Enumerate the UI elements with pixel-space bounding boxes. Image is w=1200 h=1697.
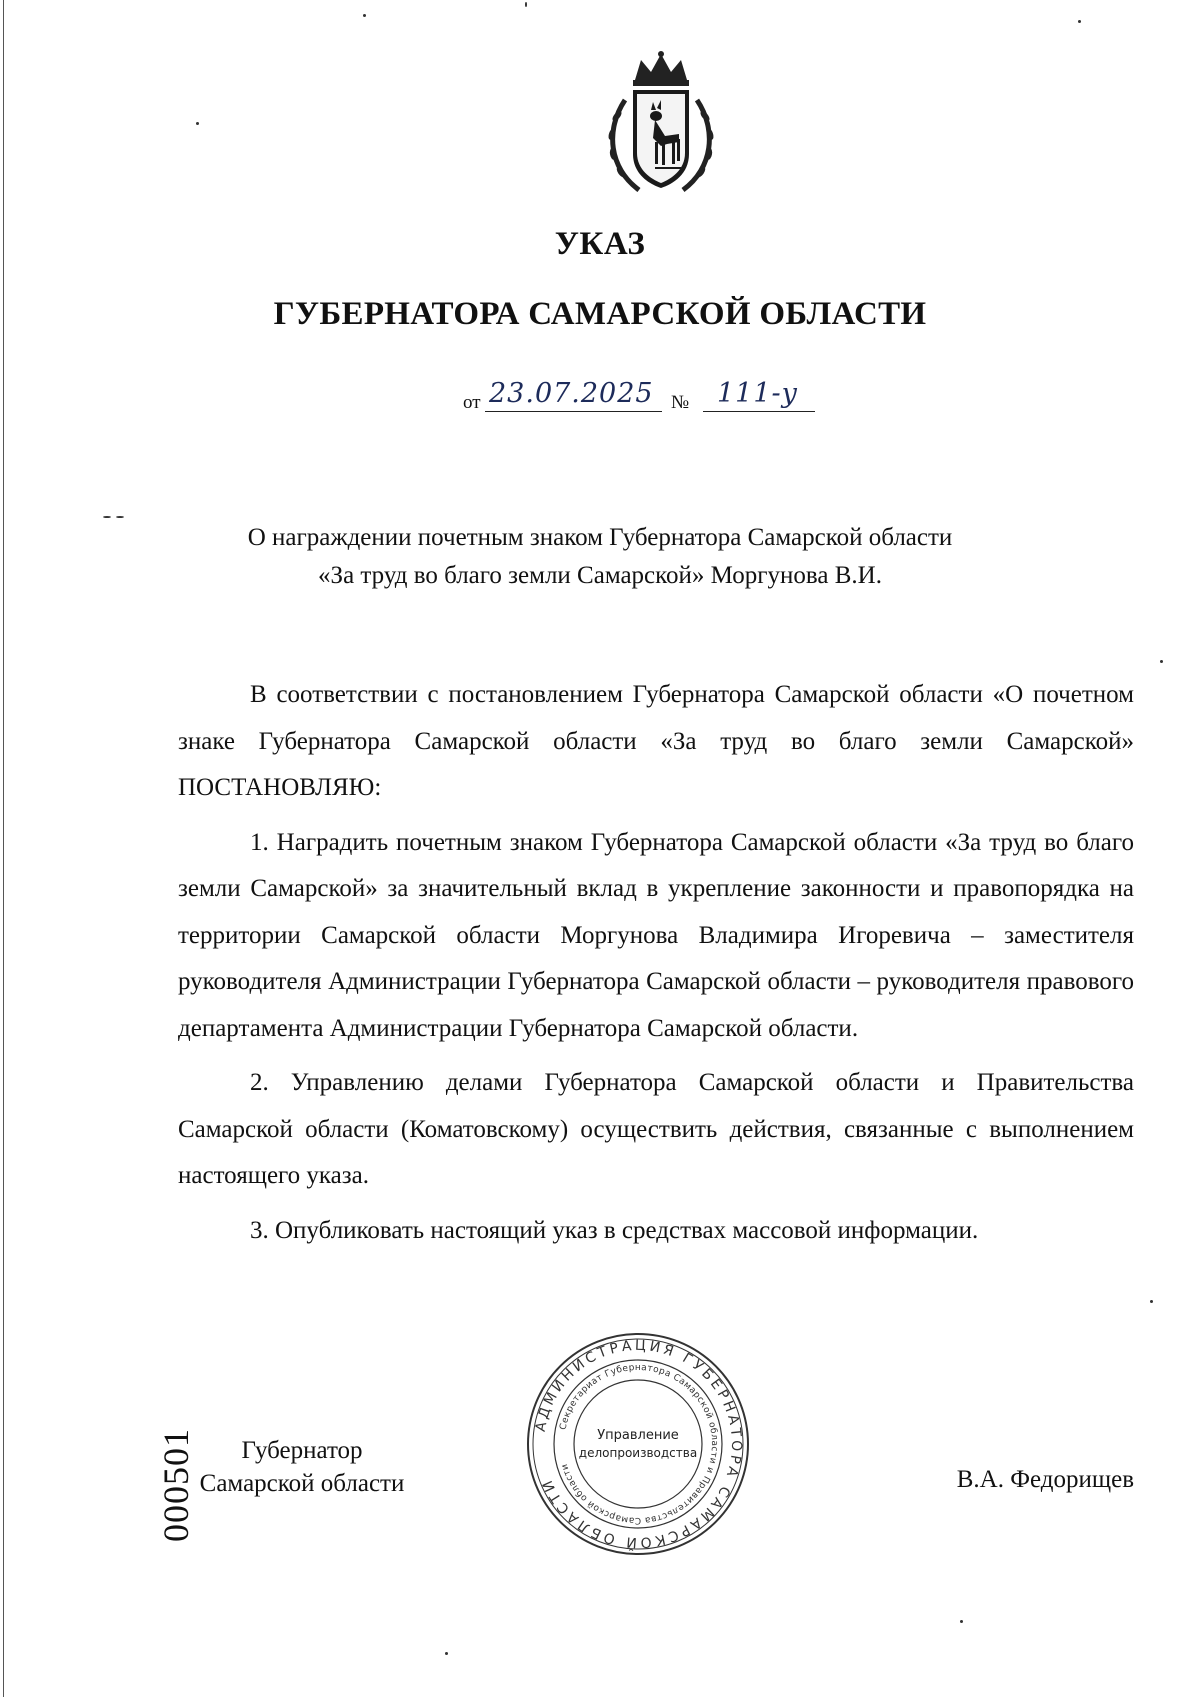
number-underline [703, 411, 815, 412]
subject-line-2: «За труд во благо земли Самарской» Моргунова В.И. [318, 562, 882, 589]
item-3-paragraph: 3. Опубликовать настоящий указ в средствах массовой информации. [250, 1216, 979, 1244]
item-2-paragraph: 2. Управлению делами Губернатора Самарской области и Правительства Самарской области (Коматовскому) осуществить действия, связанные с выполнением настоящего указа. [178, 1069, 1134, 1189]
scan-speck [1078, 20, 1081, 23]
scan-speck [116, 516, 124, 518]
scan-speck [1150, 1300, 1153, 1303]
document-type-title: УКАЗ [554, 226, 646, 262]
handwritten-date: 23.07.2025 [489, 378, 654, 409]
scan-speck [960, 1620, 963, 1623]
issuing-authority-title: ГУБЕРНАТОРА САМАРСКОЙ ОБЛАСТИ [273, 296, 927, 332]
decree-subject [0, 519, 1200, 595]
stamp-center-line-1: Управление [597, 1428, 679, 1443]
decree-body [178, 672, 1134, 1262]
date-prefix: от [463, 392, 481, 413]
official-seal-stamp [525, 1331, 751, 1557]
stamp-inner-text: Секретариат Губернатора Самарской области и Правительства Самарской области [558, 1362, 720, 1526]
signatory-position [170, 1434, 434, 1500]
scan-speck [1160, 660, 1163, 663]
date-number-line [463, 378, 863, 418]
scan-speck [103, 516, 111, 518]
scan-speck [445, 1652, 448, 1655]
item-1-paragraph: 1. Наградить почетным знаком Губернатора Самарской области «За труд во благо земли Самарской» за значительный вклад в укрепление законности и правопорядка на территории Самарской области Моргунова Владимира Игоревича – заместителя руководителя Администрации Губернатора Самарской области – руководителя правового департамента Администрации Губернатора Самарской области. [178, 828, 1134, 1042]
samara-coat-of-arms-emblem [595, 50, 727, 198]
date-underline [485, 411, 662, 412]
preamble-paragraph: В соответствии с постановлением Губернатора Самарской области «О почетном знаке Губернатора Самарской области «За труд во благо земли Самарской» ПОСТАНОВЛЯЮ: [178, 681, 1134, 801]
signatory-position-line-1: Губернатор [241, 1437, 363, 1464]
scan-speck [525, 2, 527, 7]
number-prefix: № [671, 392, 690, 413]
stamp-outer-text: АДМИНИСТРАЦИЯ ГУБЕРНАТОРА САМАРСКОЙ ОБЛАСТИ [532, 1337, 745, 1551]
margin-registration-number: 000501 [156, 1428, 196, 1542]
subject-line-1: О награждении почетным знаком Губернатора Самарской области [247, 524, 953, 551]
stamp-center-line-2: делопроизводства [578, 1446, 698, 1460]
signatory-name: В.А. Федорищев [956, 1466, 1134, 1493]
svg-text:Секретариат Губернатора Самарс [558, 1363, 719, 1525]
scan-speck [196, 122, 199, 125]
signatory-position-line-2: Самарской области [199, 1470, 405, 1497]
scan-speck [363, 14, 366, 17]
handwritten-number: 111-у [717, 378, 799, 409]
